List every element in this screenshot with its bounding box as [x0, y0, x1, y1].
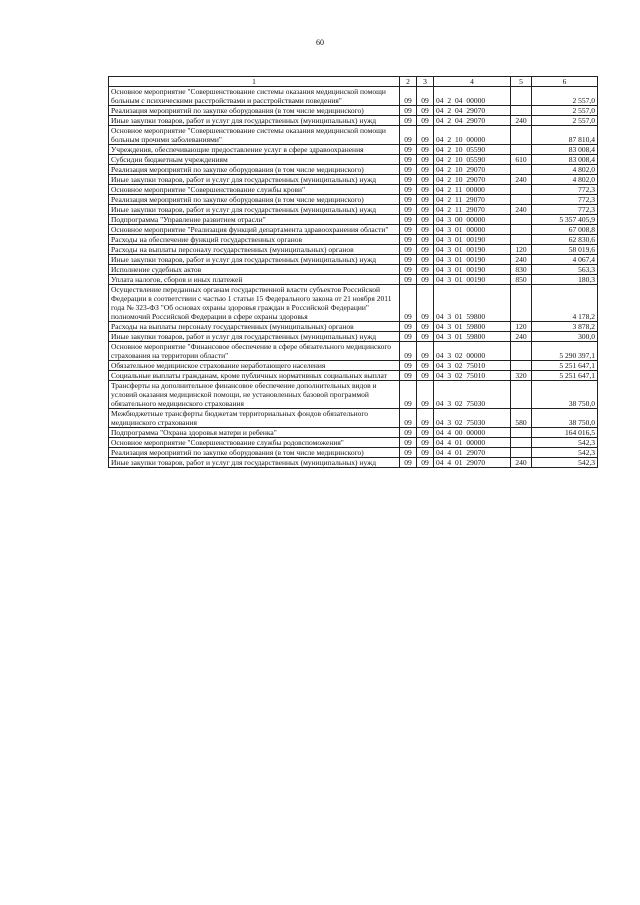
row-target-code: 04 3 02 75010 — [434, 361, 511, 371]
row-section: 09 — [400, 428, 417, 438]
row-amount: 2 557,0 — [532, 106, 598, 116]
row-expense-type — [511, 381, 532, 409]
row-amount: 5 251 647,1 — [532, 371, 598, 381]
row-amount: 3 878,2 — [532, 322, 598, 332]
row-section: 09 — [400, 265, 417, 275]
header-col-3: 3 — [417, 77, 434, 87]
row-section: 09 — [400, 458, 417, 468]
row-subsection: 09 — [417, 371, 434, 381]
table-row — [109, 235, 598, 245]
row-amount: 300,0 — [532, 332, 598, 342]
row-subsection: 09 — [417, 155, 434, 165]
row-target-code: 04 2 11 29070 — [434, 205, 511, 215]
table-row — [109, 205, 598, 215]
row-target-code: 04 3 01 59800 — [434, 332, 511, 342]
table-body — [109, 87, 598, 468]
table-row — [109, 87, 598, 106]
row-target-code: 04 3 01 00190 — [434, 255, 511, 265]
row-amount: 2 557,0 — [532, 87, 598, 106]
row-expense-type — [511, 342, 532, 361]
row-section: 09 — [400, 361, 417, 371]
row-target-code: 04 2 10 29070 — [434, 165, 511, 175]
row-expense-type — [511, 195, 532, 205]
row-subsection: 09 — [417, 381, 434, 409]
row-name: Основное мероприятие "Совершенствование службы родовспоможения" — [109, 438, 400, 448]
row-target-code: 04 3 01 00190 — [434, 265, 511, 275]
row-target-code: 04 3 02 75030 — [434, 381, 511, 409]
row-subsection: 09 — [417, 145, 434, 155]
row-amount: 4 802,0 — [532, 165, 598, 175]
row-target-code: 04 3 02 75010 — [434, 371, 511, 381]
row-expense-type: 240 — [511, 205, 532, 215]
row-section: 09 — [400, 185, 417, 195]
table-row — [109, 175, 598, 185]
row-target-code: 04 3 01 00190 — [434, 245, 511, 255]
row-section: 09 — [400, 448, 417, 458]
row-subsection: 09 — [417, 361, 434, 371]
table-row — [109, 371, 598, 381]
budget-table — [108, 76, 598, 468]
row-amount: 164 016,5 — [532, 428, 598, 438]
row-section: 09 — [400, 165, 417, 175]
row-section: 09 — [400, 285, 417, 322]
row-section: 09 — [400, 381, 417, 409]
row-amount: 38 750,0 — [532, 409, 598, 428]
row-name: Основное мероприятие "Совершенствование системы оказания медицинской помощи больным прочими заболеваниями" — [109, 126, 400, 145]
row-subsection: 09 — [417, 275, 434, 285]
row-target-code: 04 4 01 29070 — [434, 448, 511, 458]
row-amount: 772,3 — [532, 195, 598, 205]
row-section: 09 — [400, 322, 417, 332]
row-amount: 542,3 — [532, 448, 598, 458]
row-name: Субсидии бюджетным учреждениям — [109, 155, 400, 165]
table-row — [109, 438, 598, 448]
header-col-6: 6 — [532, 77, 598, 87]
table-row — [109, 428, 598, 438]
row-target-code: 04 2 04 29070 — [434, 116, 511, 126]
row-section: 09 — [400, 438, 417, 448]
row-amount: 542,3 — [532, 458, 598, 468]
row-expense-type — [511, 225, 532, 235]
table-row — [109, 255, 598, 265]
row-section: 09 — [400, 225, 417, 235]
row-target-code: 04 3 01 00000 — [434, 225, 511, 235]
row-name: Обязательное медицинское страхование неработающего населения — [109, 361, 400, 371]
row-amount: 38 750,0 — [532, 381, 598, 409]
row-section: 09 — [400, 87, 417, 106]
row-expense-type: 320 — [511, 371, 532, 381]
row-subsection: 09 — [417, 165, 434, 175]
table-row — [109, 195, 598, 205]
row-name: Основное мероприятие "Реализация функций департамента здравоохранения области" — [109, 225, 400, 235]
row-name: Расходы на обеспечение функций государственных органов — [109, 235, 400, 245]
row-subsection: 09 — [417, 265, 434, 275]
row-expense-type: 120 — [511, 245, 532, 255]
row-subsection: 09 — [417, 428, 434, 438]
row-amount: 4 178,2 — [532, 285, 598, 322]
row-expense-type — [511, 185, 532, 195]
row-subsection: 09 — [417, 126, 434, 145]
table-row — [109, 116, 598, 126]
row-section: 09 — [400, 116, 417, 126]
table-row — [109, 215, 598, 225]
row-target-code: 04 3 01 59800 — [434, 322, 511, 332]
row-expense-type: 850 — [511, 275, 532, 285]
row-subsection: 09 — [417, 185, 434, 195]
table-row — [109, 448, 598, 458]
row-target-code: 04 3 00 00000 — [434, 215, 511, 225]
table-row — [109, 245, 598, 255]
row-amount: 5 290 397,1 — [532, 342, 598, 361]
row-expense-type: 610 — [511, 155, 532, 165]
row-expense-type — [511, 126, 532, 145]
header-col-4: 4 — [434, 77, 511, 87]
table-row — [109, 165, 598, 175]
row-expense-type — [511, 106, 532, 116]
row-name: Иные закупки товаров, работ и услуг для государственных (муниципальных) нужд — [109, 255, 400, 265]
row-expense-type: 830 — [511, 265, 532, 275]
row-subsection: 09 — [417, 438, 434, 448]
row-expense-type — [511, 235, 532, 245]
row-subsection: 09 — [417, 205, 434, 215]
row-amount: 4 802,0 — [532, 175, 598, 185]
row-target-code: 04 3 01 59800 — [434, 285, 511, 322]
table-header-row — [109, 77, 598, 87]
row-section: 09 — [400, 255, 417, 265]
row-name: Иные закупки товаров, работ и услуг для государственных (муниципальных) нужд — [109, 116, 400, 126]
row-subsection: 09 — [417, 116, 434, 126]
row-subsection: 09 — [417, 448, 434, 458]
row-amount: 87 810,4 — [532, 126, 598, 145]
row-subsection: 09 — [417, 195, 434, 205]
row-target-code: 04 2 10 29070 — [434, 175, 511, 185]
row-target-code: 04 3 01 00190 — [434, 235, 511, 245]
row-name: Исполнение судебных актов — [109, 265, 400, 275]
row-section: 09 — [400, 106, 417, 116]
row-name: Иные закупки товаров, работ и услуг для государственных (муниципальных) нужд — [109, 175, 400, 185]
row-amount: 83 008,4 — [532, 145, 598, 155]
table-row — [109, 409, 598, 428]
row-expense-type — [511, 428, 532, 438]
row-expense-type — [511, 361, 532, 371]
row-expense-type — [511, 145, 532, 155]
row-expense-type: 580 — [511, 409, 532, 428]
row-section: 09 — [400, 342, 417, 361]
row-target-code: 04 2 10 05590 — [434, 155, 511, 165]
row-expense-type: 240 — [511, 458, 532, 468]
row-subsection: 09 — [417, 342, 434, 361]
row-name: Уплата налогов, сборов и иных платежей — [109, 275, 400, 285]
row-subsection: 09 — [417, 332, 434, 342]
row-target-code: 04 4 01 00000 — [434, 438, 511, 448]
row-section: 09 — [400, 155, 417, 165]
row-amount: 542,3 — [532, 438, 598, 448]
table-row — [109, 106, 598, 116]
row-expense-type — [511, 448, 532, 458]
row-subsection: 09 — [417, 215, 434, 225]
row-amount: 5 251 647,1 — [532, 361, 598, 371]
row-section: 09 — [400, 332, 417, 342]
row-name: Реализация мероприятий по закупке оборудования (в том числе медицинского) — [109, 165, 400, 175]
row-expense-type — [511, 285, 532, 322]
table-row — [109, 145, 598, 155]
row-name: Подпрограмма "Управление развитием отрасли" — [109, 215, 400, 225]
table-row — [109, 361, 598, 371]
row-section: 09 — [400, 245, 417, 255]
row-section: 09 — [400, 235, 417, 245]
row-name: Иные закупки товаров, работ и услуг для государственных (муниципальных) нужд — [109, 332, 400, 342]
table-row — [109, 126, 598, 145]
row-name: Реализация мероприятий по закупке оборудования (в том числе медицинского) — [109, 448, 400, 458]
row-section: 09 — [400, 409, 417, 428]
row-amount: 563,3 — [532, 265, 598, 275]
row-name: Иные закупки товаров, работ и услуг для государственных (муниципальных) нужд — [109, 205, 400, 215]
row-name: Основное мероприятие "Совершенствование системы оказания медицинской помощи больным с психическими расстройствами и расстройствами поведения" — [109, 87, 400, 106]
row-name: Учреждения, обеспечивающие предоставление услуг в сфере здравоохранения — [109, 145, 400, 155]
row-section: 09 — [400, 275, 417, 285]
row-amount: 2 557,0 — [532, 116, 598, 126]
row-subsection: 09 — [417, 106, 434, 116]
row-section: 09 — [400, 145, 417, 155]
row-target-code: 04 2 10 00000 — [434, 126, 511, 145]
table-row — [109, 285, 598, 322]
header-col-1: 1 — [109, 77, 400, 87]
row-expense-type: 240 — [511, 255, 532, 265]
row-expense-type — [511, 438, 532, 448]
row-name: Социальные выплаты гражданам, кроме публичных нормативных социальных выплат — [109, 371, 400, 381]
row-name: Расходы на выплаты персоналу государственных (муниципальных) органов — [109, 245, 400, 255]
row-section: 09 — [400, 205, 417, 215]
row-name: Трансферты на дополнительное финансовое обеспечение дополнительных видов и условий оказания медицинской помощи, не установленных базовой программой обязательного медицинского страхования — [109, 381, 400, 409]
row-name: Осуществление переданных органам государственной власти субъектов Российской Федерации в соответствии с частью 1 статьи 15 Федерального закона от 21 ноября 2011 года № 323-ФЗ "Об основах охраны здоровья граждан в Российской Федерации" полномочий Российской Федерации в сфере охраны здоровья — [109, 285, 400, 322]
row-target-code: 04 3 01 00190 — [434, 275, 511, 285]
row-target-code: 04 2 10 05590 — [434, 145, 511, 155]
row-target-code: 04 4 00 00000 — [434, 428, 511, 438]
row-target-code: 04 4 01 29070 — [434, 458, 511, 468]
row-subsection: 09 — [417, 87, 434, 106]
row-name: Расходы на выплаты персоналу государственных (муниципальных) органов — [109, 322, 400, 332]
row-amount: 180,3 — [532, 275, 598, 285]
row-subsection: 09 — [417, 285, 434, 322]
row-name: Основное мероприятие "Совершенствование службы крови" — [109, 185, 400, 195]
row-amount: 772,3 — [532, 205, 598, 215]
row-expense-type: 240 — [511, 332, 532, 342]
row-name: Иные закупки товаров, работ и услуг для государственных (муниципальных) нужд — [109, 458, 400, 468]
row-name: Подпрограмма "Охрана здоровья матери и ребенка" — [109, 428, 400, 438]
row-expense-type: 240 — [511, 175, 532, 185]
row-amount: 58 019,6 — [532, 245, 598, 255]
row-section: 09 — [400, 371, 417, 381]
table-row — [109, 322, 598, 332]
row-section: 09 — [400, 215, 417, 225]
row-subsection: 09 — [417, 322, 434, 332]
row-amount: 62 830,6 — [532, 235, 598, 245]
page-number: 60 — [316, 38, 324, 47]
row-amount: 4 067,4 — [532, 255, 598, 265]
table-row — [109, 332, 598, 342]
row-section: 09 — [400, 126, 417, 145]
row-expense-type: 240 — [511, 116, 532, 126]
row-amount: 5 357 405,9 — [532, 215, 598, 225]
row-subsection: 09 — [417, 409, 434, 428]
row-target-code: 04 2 11 00000 — [434, 185, 511, 195]
header-col-2: 2 — [400, 77, 417, 87]
row-target-code: 04 2 04 00000 — [434, 87, 511, 106]
row-subsection: 09 — [417, 225, 434, 235]
table-row — [109, 458, 598, 468]
table-row — [109, 155, 598, 165]
table-row — [109, 185, 598, 195]
row-expense-type — [511, 87, 532, 106]
row-subsection: 09 — [417, 175, 434, 185]
header-col-5: 5 — [511, 77, 532, 87]
row-name: Межбюджетные трансферты бюджетам территориальных фондов обязательного медицинского страхования — [109, 409, 400, 428]
row-target-code: 04 2 04 29070 — [434, 106, 511, 116]
row-name: Основное мероприятие "Финансовое обеспечение в сфере обязательного медицинского страхования на территории области" — [109, 342, 400, 361]
row-section: 09 — [400, 175, 417, 185]
row-amount: 772,3 — [532, 185, 598, 195]
row-target-code: 04 3 02 00000 — [434, 342, 511, 361]
table-row — [109, 381, 598, 409]
table-row — [109, 225, 598, 235]
table-row — [109, 265, 598, 275]
row-name: Реализация мероприятий по закупке оборудования (в том числе медицинского) — [109, 106, 400, 116]
row-subsection: 09 — [417, 255, 434, 265]
row-subsection: 09 — [417, 235, 434, 245]
row-amount: 67 008,8 — [532, 225, 598, 235]
table-row — [109, 275, 598, 285]
row-expense-type: 120 — [511, 322, 532, 332]
row-target-code: 04 2 11 29070 — [434, 195, 511, 205]
row-subsection: 09 — [417, 458, 434, 468]
row-expense-type — [511, 215, 532, 225]
row-subsection: 09 — [417, 245, 434, 255]
row-target-code: 04 3 02 75030 — [434, 409, 511, 428]
row-name: Реализация мероприятий по закупке оборудования (в том числе медицинского) — [109, 195, 400, 205]
row-expense-type — [511, 165, 532, 175]
row-amount: 83 008,4 — [532, 155, 598, 165]
row-section: 09 — [400, 195, 417, 205]
table-row — [109, 342, 598, 361]
